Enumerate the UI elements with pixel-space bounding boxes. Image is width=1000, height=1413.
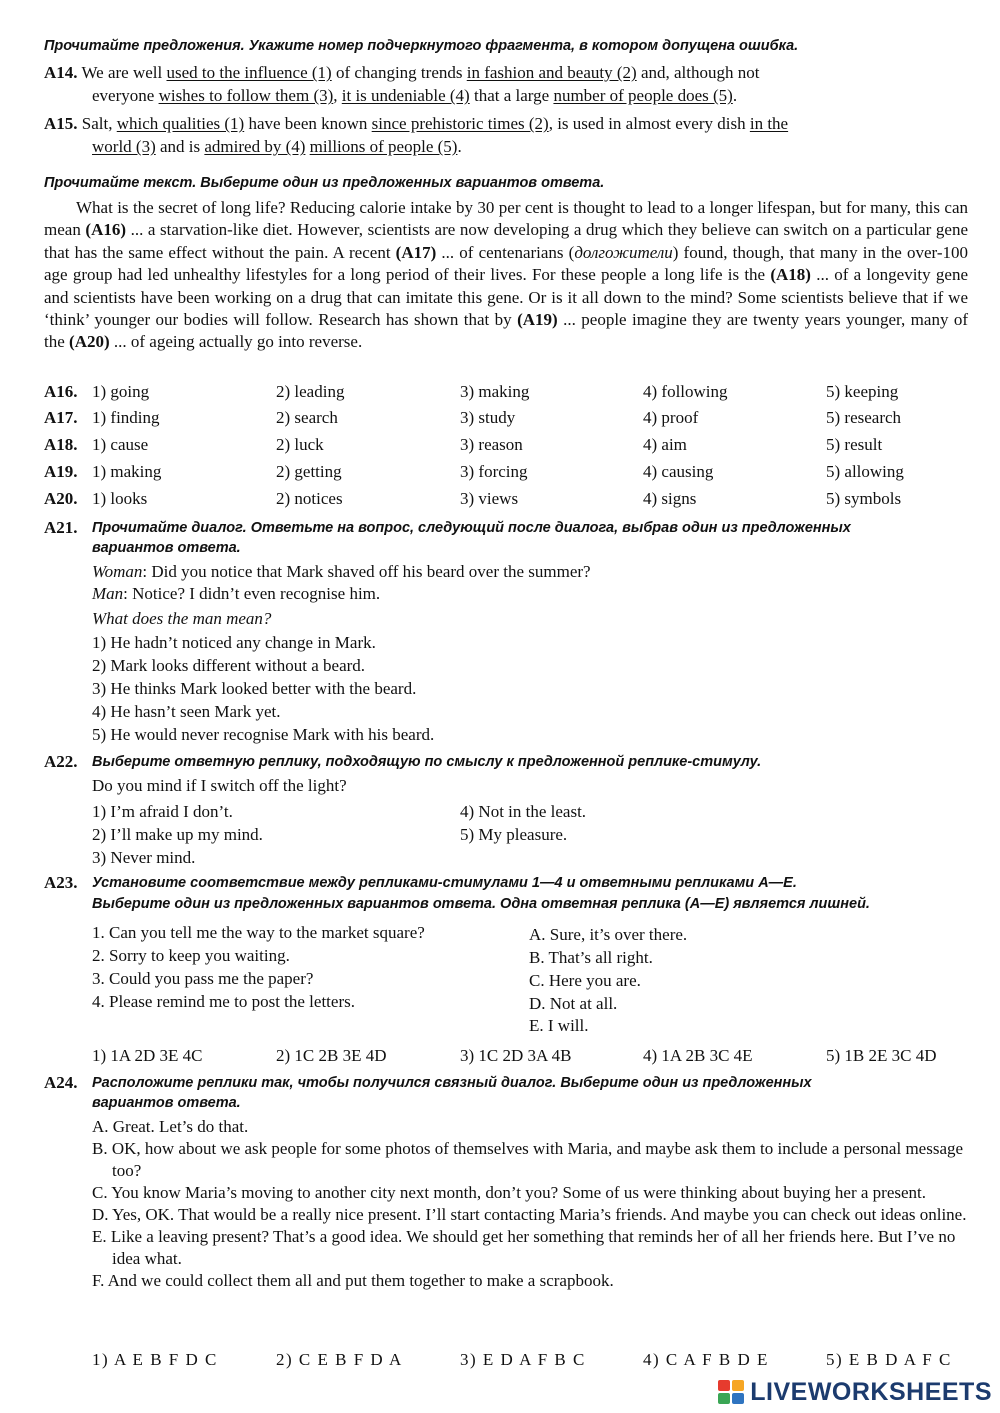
option-2[interactable]: 2) getting [276, 462, 342, 481]
text: and is [155, 137, 205, 156]
option-2[interactable]: 2) search [276, 408, 338, 427]
text: everyone [92, 86, 159, 105]
underlined-fragment[interactable]: it is undeniable (4) [341, 86, 470, 105]
dialogue-line: : Did you notice that Mark shaved off his beard over the summer? [142, 562, 591, 581]
option-5[interactable]: 5) symbols [826, 489, 902, 508]
response-item: D. Not at all. [529, 994, 618, 1013]
stimulus-item: 2. Sorry to keep you waiting. [92, 946, 290, 965]
choice-option[interactable]: 4) 1A 2B 3C 4E [643, 1046, 753, 1065]
gap-a19[interactable]: (A19) [517, 310, 558, 330]
answer-option[interactable]: 2) I’ll make up my mind. [92, 825, 263, 844]
underlined-fragment[interactable]: in fashion and beauty (2) [466, 63, 637, 82]
answer-option[interactable]: 4) Not in the least. [460, 802, 587, 821]
choice-option[interactable]: 5) E B D A F C [826, 1350, 952, 1369]
instruction-a23-cont: Выберите один из предложенных вариантов ответа. Одна ответная реплика (А—Е) является лишней. [92, 896, 870, 912]
text: that a large [469, 86, 554, 105]
instruction-a23: Установите соответствие между репликами-стимулами 1—4 и ответными репликами А—Е. [92, 875, 797, 891]
instruction-text-task: Прочитайте текст. Выберите один из предложенных вариантов ответа. [44, 175, 605, 191]
question-a15 [44, 114, 788, 134]
option-1[interactable]: 1) looks [92, 489, 148, 508]
answer-option[interactable]: 2) Mark looks different without a beard. [92, 656, 366, 675]
dialogue-line: A. Great. Let’s do that. [92, 1117, 249, 1136]
option-2[interactable]: 2) luck [276, 435, 324, 454]
text: and, although not [636, 63, 760, 82]
instruction-a24-cont: вариантов ответа. [92, 1095, 241, 1111]
question-a21: What does the man mean? [92, 609, 272, 628]
choice-option[interactable]: 2) C E B F D A [276, 1350, 403, 1369]
option-2[interactable]: 2) leading [276, 382, 345, 401]
question-number: A19. [44, 462, 78, 481]
text: Salt, [81, 114, 117, 133]
question-number: A22. [44, 752, 78, 771]
question-number: A23. [44, 873, 78, 892]
option-3[interactable]: 3) making [460, 382, 530, 401]
question-number: A17. [44, 408, 78, 427]
choice-option[interactable]: 2) 1C 2B 3E 4D [276, 1046, 387, 1065]
gap-a16[interactable]: (A16) [85, 220, 127, 240]
option-3[interactable]: 3) study [460, 408, 516, 427]
underlined-fragment[interactable]: wishes to follow them (3) [158, 86, 334, 105]
question-number: A24. [44, 1073, 78, 1092]
answer-option[interactable]: 5) He would never recognise Mark with his beard. [92, 725, 435, 744]
gap-a18[interactable]: (A18) [770, 265, 811, 285]
dialogue-line: D. Yes, OK. That would be a really nice present. I’ll start contacting Maria’s friends. And maybe you can check out ideas online. [92, 1205, 967, 1224]
answer-option[interactable]: 1) He hadn’t noticed any change in Mark. [92, 633, 376, 652]
answer-option[interactable]: 3) He thinks Mark looked better with the beard. [92, 679, 417, 698]
liveworksheets-logo[interactable] [718, 1378, 992, 1407]
option-3[interactable]: 3) reason [460, 435, 523, 454]
option-1[interactable]: 1) finding [92, 408, 160, 427]
question-number: A16. [44, 382, 78, 401]
answer-option[interactable]: 1) I’m afraid I don’t. [92, 802, 233, 821]
choice-option[interactable]: 3) 1C 2D 3A 4B [460, 1046, 572, 1065]
option-5[interactable]: 5) keeping [826, 382, 899, 401]
passage-text: ... people imagine they are twenty years younger, many of the [44, 310, 969, 352]
option-5[interactable]: 5) allowing [826, 462, 904, 481]
choice-option[interactable]: 3) E D A F B C [460, 1350, 586, 1369]
underlined-fragment[interactable]: in the [749, 114, 789, 133]
response-item: B. That’s all right. [529, 948, 653, 967]
text: , [333, 86, 342, 105]
liveworksheets-logo-icon [718, 1380, 744, 1404]
text: . [732, 86, 738, 105]
stimulus-item: 4. Please remind me to post the letters. [92, 992, 355, 1011]
option-1[interactable]: 1) making [92, 462, 162, 481]
option-5[interactable]: 5) result [826, 435, 883, 454]
dialogue-lines [92, 1116, 968, 1292]
text: of changing trends [331, 63, 467, 82]
option-4[interactable]: 4) signs [643, 489, 697, 508]
dialogue-line: F. And we could collect them all and put them together to make a scrapbook. [92, 1271, 614, 1290]
underlined-fragment[interactable]: number of people does (5) [553, 86, 733, 105]
question-a22: Do you mind if I switch off the light? [92, 776, 347, 795]
question-a14-line2 [92, 86, 737, 106]
option-3[interactable]: 3) views [460, 489, 519, 508]
option-1[interactable]: 1) going [92, 382, 150, 401]
speaker-label: Man [92, 584, 124, 603]
passage-text: ... of centenarians ( [436, 242, 575, 262]
answer-option[interactable]: 4) He hasn’t seen Mark yet. [92, 702, 281, 721]
text: We are well [81, 63, 167, 82]
text: , is used in almost every dish [548, 114, 750, 133]
question-number: A14. [44, 63, 78, 82]
response-item: A. Sure, it’s over there. [529, 925, 688, 944]
passage-text: ... of ageing actually go into reverse. [109, 332, 363, 352]
choice-option[interactable]: 1) A E B F D C [92, 1350, 218, 1369]
dialogue-line: B. OK, how about we ask people for some photos of themselves with Maria, and maybe ask them to include a personal message too? [92, 1139, 964, 1180]
dialogue-line: C. You know Maria’s moving to another city next month, don’t you? Some of us were thinking about buying her a present. [92, 1183, 926, 1202]
option-4[interactable]: 4) causing [643, 462, 714, 481]
choice-option[interactable]: 5) 1B 2E 3C 4D [826, 1046, 937, 1065]
instruction-a14-a15: Прочитайте предложения. Укажите номер подчеркнутого фрагмента, в котором допущена ошибка. [44, 38, 799, 54]
dialogue-line: : Notice? I didn’t even recognise him. [123, 584, 381, 603]
question-number: A21. [44, 518, 78, 537]
instruction-a22: Выберите ответную реплику, подходящую по смыслу к предложенной реплике-стимулу. [92, 754, 762, 770]
logo-text: LIVEWORKSHEETS [750, 1378, 992, 1406]
option-4[interactable]: 4) following [643, 382, 728, 401]
gap-a20[interactable]: (A20) [69, 332, 110, 352]
text: . [457, 137, 462, 156]
underlined-fragment[interactable]: world (3) [92, 137, 156, 156]
option-3[interactable]: 3) forcing [460, 462, 528, 481]
question-a15-line2 [92, 137, 462, 157]
dialogue-line: E. Like a leaving present? That’s a good idea. We should get her something that reminds her of all her friends here. But I’ve no idea what. [92, 1227, 956, 1268]
question-number: A15. [44, 114, 78, 133]
question-a14 [44, 63, 759, 83]
answer-option[interactable]: 3) Never mind. [92, 848, 196, 867]
instruction-a21-cont: вариантов ответа. [92, 540, 241, 556]
option-2[interactable]: 2) notices [276, 489, 343, 508]
underlined-fragment[interactable]: used to the influence (1) [166, 63, 332, 82]
passage-text: ) found, though, that many in the over-100 age group had led unhealthy lifestyles for a long period of their lives. For these people a long life is the [44, 242, 968, 285]
dialogue-woman [92, 562, 591, 582]
stimulus-item: 1. Can you tell me the way to the market square? [92, 923, 425, 942]
response-item: C. Here you are. [529, 971, 641, 990]
question-number: A18. [44, 435, 78, 454]
russian-gloss: долгожители [574, 242, 673, 262]
underlined-fragment[interactable]: which qualities (1) [116, 114, 245, 133]
choice-option[interactable]: 1) 1A 2D 3E 4C [92, 1046, 203, 1065]
choice-option[interactable]: 4) C A F B D E [643, 1350, 769, 1369]
dialogue-man [92, 584, 380, 604]
speaker-label: Woman [92, 562, 143, 581]
instruction-a21: Прочитайте диалог. Ответьте на вопрос, следующий после диалога, выбрав один из предложенных [92, 520, 851, 536]
option-4[interactable]: 4) aim [643, 435, 687, 454]
passage-text: What is the secret of long life? Reducing calorie intake by 30 per cent is thought to lead to a longer lifespan, but for many, this can mean [44, 198, 968, 240]
reading-passage [44, 197, 968, 354]
passage-text: ... of a longevity gene and scientists have been working on a drug that can imitate this gene. Or is it all down to the mind? Some scientists believe that if we ‘think’ younger our bodies will follow. Research has shown that by [44, 265, 968, 330]
answer-option[interactable]: 5) My pleasure. [460, 825, 568, 844]
question-number: A20. [44, 489, 78, 508]
instruction-a24: Расположите реплики так, чтобы получился связный диалог. Выберите один из предложенных [92, 1075, 812, 1091]
passage-text: ... a starvation-like diet. However, scientists are now developing a drug which they believe can switch on a particular gene that has the same effect without the pain. A recent [44, 220, 968, 262]
option-1[interactable]: 1) cause [92, 435, 149, 454]
text: have been known [244, 114, 372, 133]
stimulus-item: 3. Could you pass me the paper? [92, 969, 314, 988]
option-5[interactable]: 5) research [826, 408, 902, 427]
underlined-fragment[interactable]: millions of people (5) [309, 137, 458, 156]
gap-a17[interactable]: (A17) [395, 242, 437, 262]
underlined-fragment[interactable]: admired by (4) [204, 137, 306, 156]
option-4[interactable]: 4) proof [643, 408, 699, 427]
response-item: E. I will. [529, 1016, 589, 1035]
underlined-fragment[interactable]: since prehistoric times (2) [371, 114, 549, 133]
